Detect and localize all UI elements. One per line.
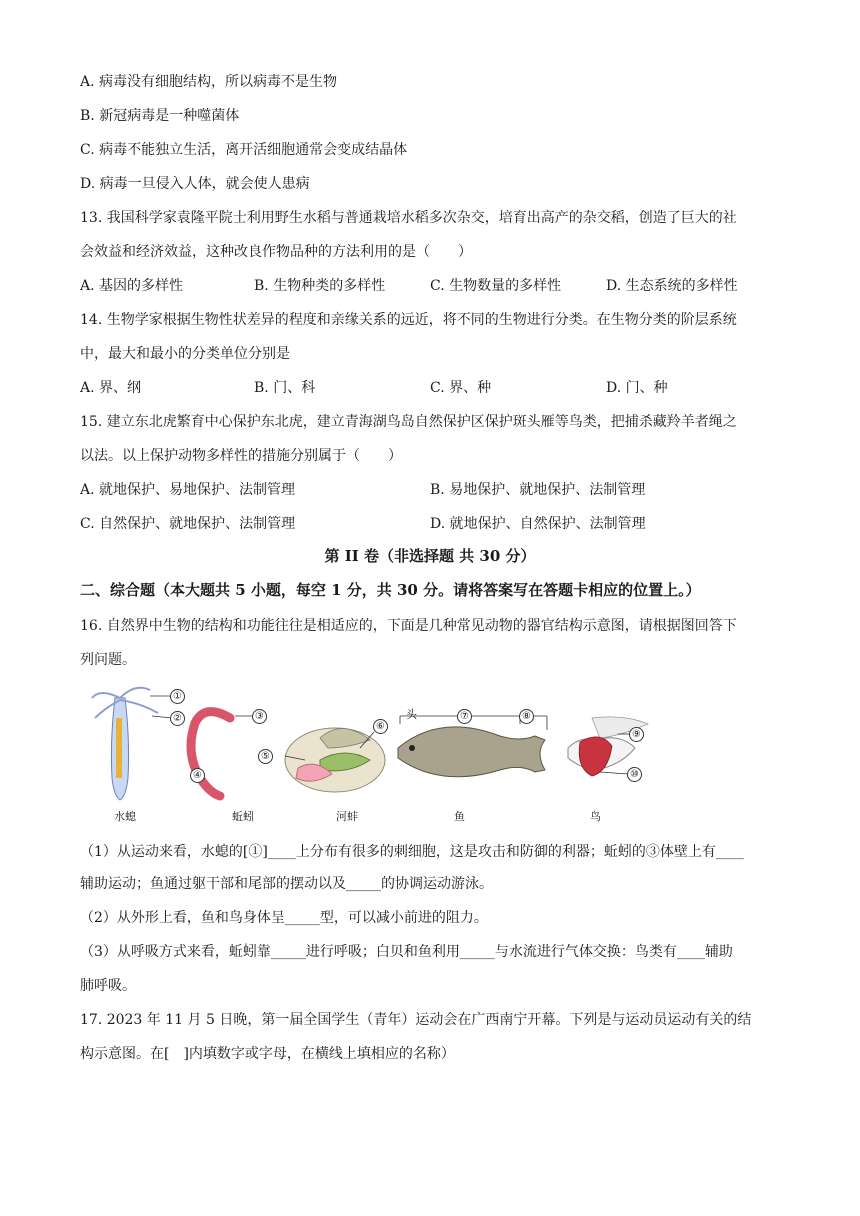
q17-stem-line2: 构示意图。在[ ]内填数字或字母，在横线上填相应的名称）: [80, 1046, 455, 1062]
q17-stem-line1: 17. 2023 年 11 月 5 日晚，第一届全国学生（青年）运动会在广西南宁开幕。下列是与运动员运动有关的结: [80, 1012, 752, 1028]
clam-illustration: [285, 728, 385, 792]
q16-sub2: （2）从外形上看，鱼和鸟身体呈_____型，可以减小前进的阻力。: [80, 910, 488, 926]
q14-option-b: B. 门、科: [254, 380, 316, 396]
earthworm-illustration: [191, 712, 252, 796]
caption-hydra: 水螅: [114, 810, 136, 823]
caption-fish: 鱼: [454, 810, 465, 823]
q12-option-d: D. 病毒一旦侵入人体，就会使人患病: [80, 176, 310, 192]
q14-stem-line1: 14. 生物学家根据生物性状差异的程度和亲缘关系的远近，将不同的生物进行分类。在生物分类的阶层系统: [80, 312, 737, 328]
fish-head-label: 头: [406, 708, 417, 721]
caption-clam: 河蚌: [336, 810, 358, 823]
caption-earthworm: 蚯蚓: [232, 810, 254, 823]
q16-stem-line1: 16. 自然界中生物的结构和功能往往是相适应的，下面是几种常见动物的器官结构示意图，请根据图回答下: [80, 618, 737, 634]
q13-stem-line2: 会效益和经济效益，这种改良作物品种的方法利用的是（ ）: [80, 244, 472, 260]
marker-2: ②: [170, 711, 185, 726]
marker-8: ⑧: [519, 709, 534, 724]
q13-option-a: A. 基因的多样性: [80, 278, 184, 294]
marker-5: ⑤: [258, 749, 273, 764]
q15-option-d: D. 就地保护、自然保护、法制管理: [430, 516, 646, 532]
q13-stem-line1: 13. 我国科学家袁隆平院士利用野生水稻与普通栽培水稻多次杂交，培育出高产的杂交稻，创造了巨大的社: [80, 210, 737, 226]
q13-option-d: D. 生态系统的多样性: [606, 278, 738, 294]
q14-option-d: D. 门、种: [606, 380, 668, 396]
q14-stem-line2: 中，最大和最小的分类单位分别是: [80, 346, 290, 362]
q13-option-b: B. 生物种类的多样性: [254, 278, 386, 294]
q14-option-c: C. 界、种: [430, 380, 492, 396]
marker-7: ⑦: [457, 709, 472, 724]
q12-option-c: C. 病毒不能独立生活，离开活细胞通常会变成结晶体: [80, 142, 408, 158]
q16-sub1-line2: 辅助运动；鱼通过躯干部和尾部的摆动以及_____的协调运动游泳。: [80, 876, 493, 892]
q16-stem-line2: 列问题。: [80, 652, 136, 668]
q15-option-a: A. 就地保护、易地保护、法制管理: [80, 482, 296, 498]
marker-4: ④: [190, 768, 205, 783]
q15-option-b: B. 易地保护、就地保护、法制管理: [430, 482, 646, 498]
q12-option-b: B. 新冠病毒是一种噬菌体: [80, 108, 240, 124]
q16-sub3-line2: 肺呼吸。: [80, 978, 136, 994]
marker-1: ①: [170, 689, 185, 704]
marker-6: ⑥: [373, 719, 388, 734]
figure-illustration: [80, 678, 670, 828]
section-title: 第 II 卷（非选择题 共 30 分）: [324, 547, 536, 565]
q13-option-c: C. 生物数量的多样性: [430, 278, 562, 294]
q16-sub1-line1: （1）从运动来看，水螅的[①]____上分布有很多的刺细胞，这是攻击和防御的利器；蚯蚓的③体壁上有____: [80, 844, 744, 860]
marker-3: ③: [252, 709, 267, 724]
fish-illustration: [398, 716, 547, 777]
q16-sub3-line1: （3）从呼吸方式来看，蚯蚓靠_____进行呼吸；白贝和鱼利用_____与水流进行气体交换：鸟类有____辅助: [80, 944, 733, 960]
q15-option-c: C. 自然保护、就地保护、法制管理: [80, 516, 296, 532]
q12-option-a: A. 病毒没有细胞结构，所以病毒不是生物: [80, 74, 338, 90]
q14-option-a: A. 界、纲: [80, 380, 142, 396]
q15-stem-line2: 以法。以上保护动物多样性的措施分别属于（ ）: [80, 448, 402, 464]
part2-heading: 二、综合题（本大题共 5 小题，每空 1 分，共 30 分。请将答案写在答题卡相应的位置上。）: [80, 581, 701, 599]
animal-organ-figure: [80, 678, 670, 828]
q15-stem-line1: 15. 建立东北虎繁育中心保护东北虎，建立青海湖鸟岛自然保护区保护斑头雁等鸟类，把捕杀藏羚羊者绳之: [80, 414, 737, 430]
marker-10: ⑩: [627, 767, 642, 782]
hydra-illustration: [92, 688, 172, 800]
marker-9: ⑨: [629, 727, 644, 742]
caption-bird: 鸟: [590, 810, 601, 823]
